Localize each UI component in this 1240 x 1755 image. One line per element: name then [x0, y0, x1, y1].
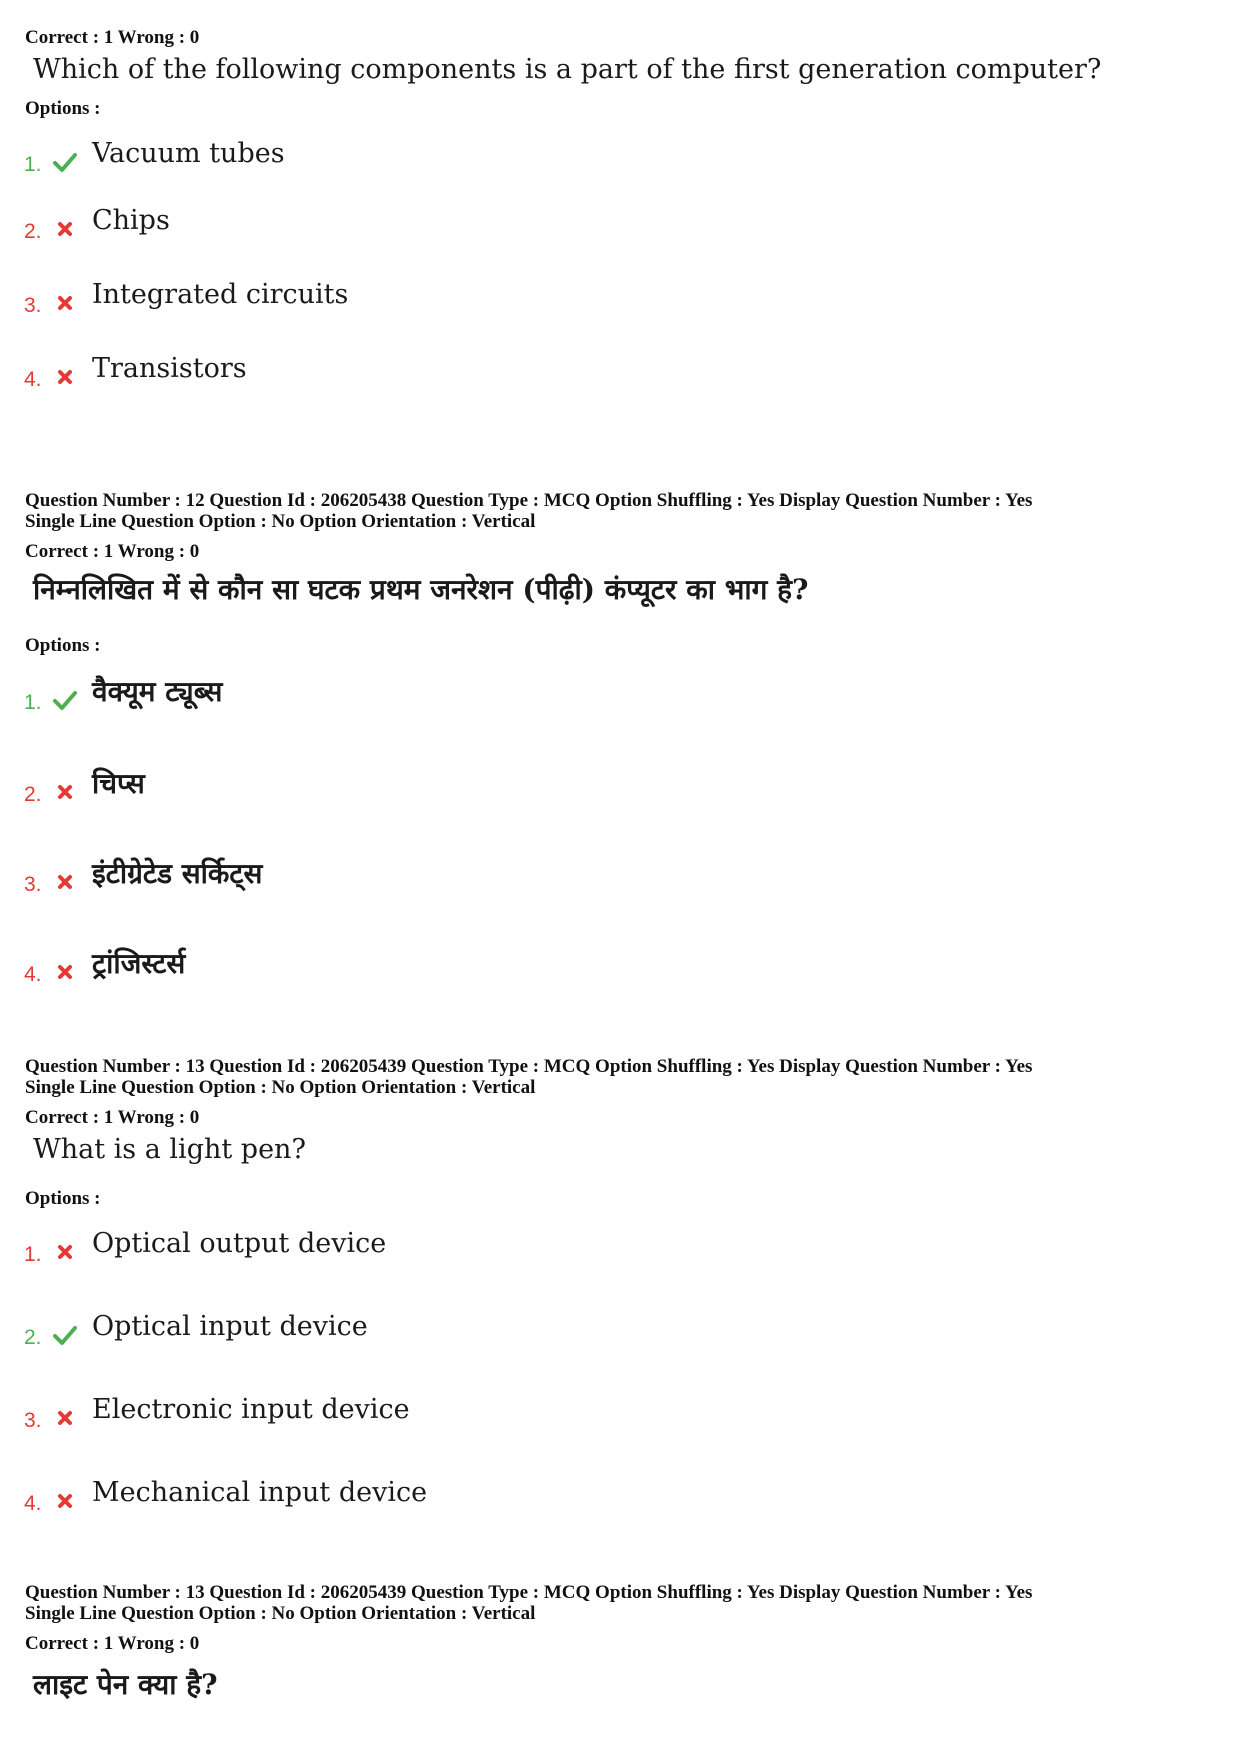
option-text: Vacuum tubes: [92, 138, 285, 169]
option-number: 2.: [24, 783, 42, 806]
option-3: [0, 279, 700, 319]
cross-icon: [52, 217, 78, 241]
check-icon: [52, 688, 78, 712]
option-2: [0, 768, 700, 808]
option-2: [0, 205, 700, 245]
option-number: 2.: [24, 220, 42, 243]
option-text: इंटीग्रेटेड सर्किट्स: [92, 857, 263, 890]
option-number: 4.: [24, 368, 42, 391]
question-meta-line1: Question Number : 12 Question Id : 206205438 Question Type : MCQ Option Shuffling : Yes Display Question Number : Yes: [25, 490, 1033, 511]
option-number: 1.: [24, 153, 42, 176]
option-4: [0, 948, 700, 988]
question-text: लाइट पेन क्या है?: [33, 1668, 218, 1701]
cross-icon: [52, 960, 78, 984]
option-3: [0, 858, 700, 898]
option-number: 1.: [24, 1243, 42, 1266]
question-meta-line1: Question Number : 13 Question Id : 206205439 Question Type : MCQ Option Shuffling : Yes Display Question Number : Yes: [25, 1582, 1033, 1603]
question-text: निम्नलिखित में से कौन सा घटक प्रथम जनरेशन (पीढ़ी) कंप्यूटर का भाग है?: [33, 573, 809, 606]
score-line: Correct : 1 Wrong : 0: [25, 1107, 200, 1128]
option-text: Transistors: [92, 353, 247, 384]
question-text: Which of the following components is a part of the first generation computer?: [33, 54, 1102, 85]
option-4: [0, 353, 700, 393]
score-line: Correct : 1 Wrong : 0: [25, 1633, 200, 1654]
check-icon: [52, 1323, 78, 1347]
option-3: [0, 1394, 700, 1434]
cross-icon: [52, 1489, 78, 1513]
option-2: [0, 1311, 700, 1351]
question-meta-line2: Single Line Question Option : No Option Orientation : Vertical: [25, 1077, 536, 1098]
options-label: Options :: [25, 98, 101, 119]
option-text: Chips: [92, 205, 170, 236]
cross-icon: [52, 1406, 78, 1430]
option-number: 2.: [24, 1326, 42, 1349]
option-text: Optical output device: [92, 1228, 387, 1259]
cross-icon: [52, 1240, 78, 1264]
question-meta-line2: Single Line Question Option : No Option Orientation : Vertical: [25, 1603, 536, 1624]
option-text: Mechanical input device: [92, 1477, 428, 1508]
cross-icon: [52, 291, 78, 315]
option-text: Electronic input device: [92, 1394, 410, 1425]
cross-icon: [52, 870, 78, 894]
option-number: 3.: [24, 294, 42, 317]
option-text: Integrated circuits: [92, 279, 349, 310]
options-label: Options :: [25, 1188, 101, 1209]
option-number: 3.: [24, 1409, 42, 1432]
option-1: [0, 138, 700, 178]
question-text: What is a light pen?: [33, 1134, 306, 1165]
score-line: Correct : 1 Wrong : 0: [25, 27, 200, 48]
option-text: चिप्स: [92, 767, 145, 800]
option-1: [0, 676, 700, 716]
check-icon: [52, 150, 78, 174]
cross-icon: [52, 365, 78, 389]
option-text: वैक्यूम ट्यूब्स: [92, 675, 223, 708]
score-line: Correct : 1 Wrong : 0: [25, 541, 200, 562]
question-meta-line1: Question Number : 13 Question Id : 206205439 Question Type : MCQ Option Shuffling : Yes Display Question Number : Yes: [25, 1056, 1033, 1077]
cross-icon: [52, 780, 78, 804]
option-1: [0, 1228, 700, 1268]
option-number: 4.: [24, 963, 42, 986]
option-number: 3.: [24, 873, 42, 896]
options-label: Options :: [25, 635, 101, 656]
option-text: Optical input device: [92, 1311, 368, 1342]
question-meta-line2: Single Line Question Option : No Option Orientation : Vertical: [25, 511, 536, 532]
option-number: 1.: [24, 691, 42, 714]
option-text: ट्रांजिस्टर्स: [92, 947, 186, 980]
option-4: [0, 1477, 700, 1517]
option-number: 4.: [24, 1492, 42, 1515]
